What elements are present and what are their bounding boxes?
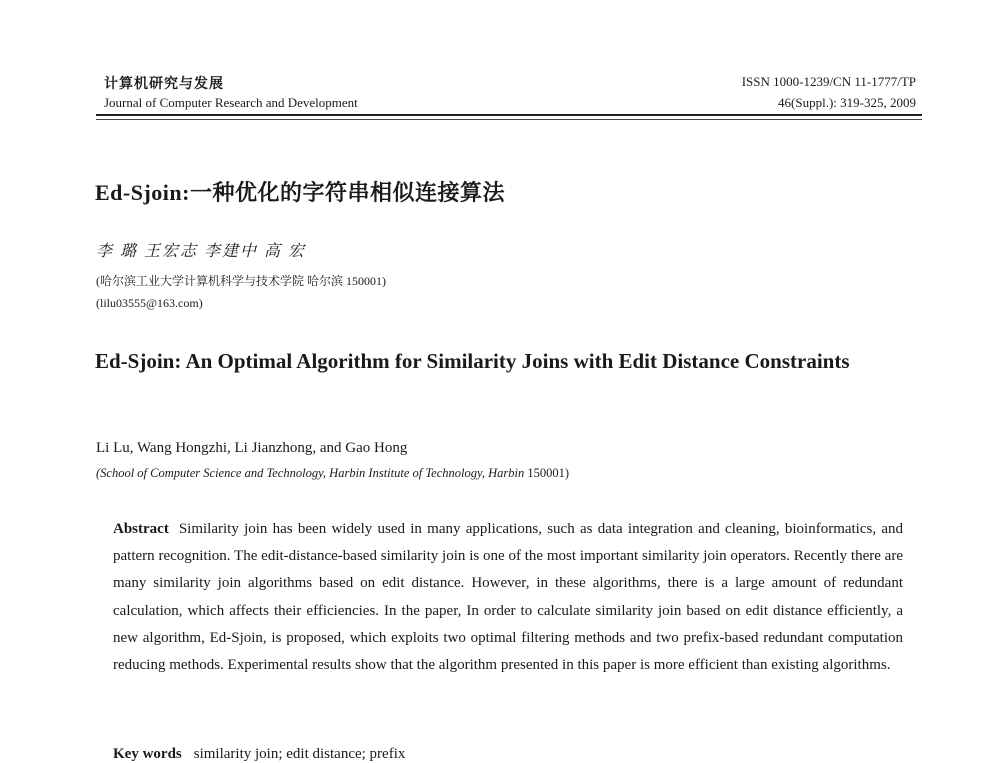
abstract — [113, 516, 903, 679]
keywords-label: Key words — [113, 746, 182, 762]
title-english: Ed-Sjoin: An Optimal Algorithm for Similarity Joins with Edit Distance Constraints — [95, 349, 850, 373]
issn-line: ISSN 1000-1239/CN 11-1777/TP — [741, 74, 916, 89]
author-email: (lilu03555@163.com) — [96, 296, 203, 310]
affiliation-english-italic: (School of Computer Science and Technology, Harbin Institute of Technology, Harbin — [96, 466, 525, 480]
abstract-text: Similarity join has been widely used in many applications, such as data integration and cleaning, bioinformatics, and pattern recognition. The edit-distance-based similarity join is one of the most important similarity join operators. Recently there are many similarity join algorithms based on edit distance. However, in these algorithms, there is a large amount of redundant calculation, which affects their efficiencies. In the paper, In order to calculate similarity join based on edit distance efficiently, a new algorithm, Ed-Sjoin, is proposed, which exploits two optimal filtering methods and two prefix-based redundant computation reducing methods. Experimental results show that the algorithm presented in this paper is more efficient than existing algorithms. — [113, 521, 903, 674]
volume-line: 46(Suppl.): 319-325, 2009 — [778, 95, 916, 110]
authors-english: Li Lu, Wang Hongzhi, Li Jianzhong, and Gao Hong — [96, 440, 408, 456]
header-rule-thin — [96, 119, 922, 120]
affiliation-english-postcode: 150001) — [527, 466, 570, 480]
affiliation-chinese: (哈尔滨工业大学计算机科学与技术学院 哈尔滨 150001) — [96, 274, 386, 288]
authors-chinese: 李 璐 王宏志 李建中 高 宏 — [96, 243, 307, 260]
title-chinese: Ed-Sjoin:一种优化的字符串相似连接算法 — [95, 180, 505, 205]
header-rule-thick — [96, 114, 922, 116]
affiliation-english — [96, 466, 569, 481]
journal-name-en: Journal of Computer Research and Development — [104, 95, 358, 110]
journal-name-cn: 计算机研究与发展 — [104, 77, 224, 92]
keywords-text: similarity join; edit distance; prefix — [193, 746, 406, 762]
abstract-label: Abstract — [113, 521, 169, 537]
keywords — [113, 746, 405, 763]
